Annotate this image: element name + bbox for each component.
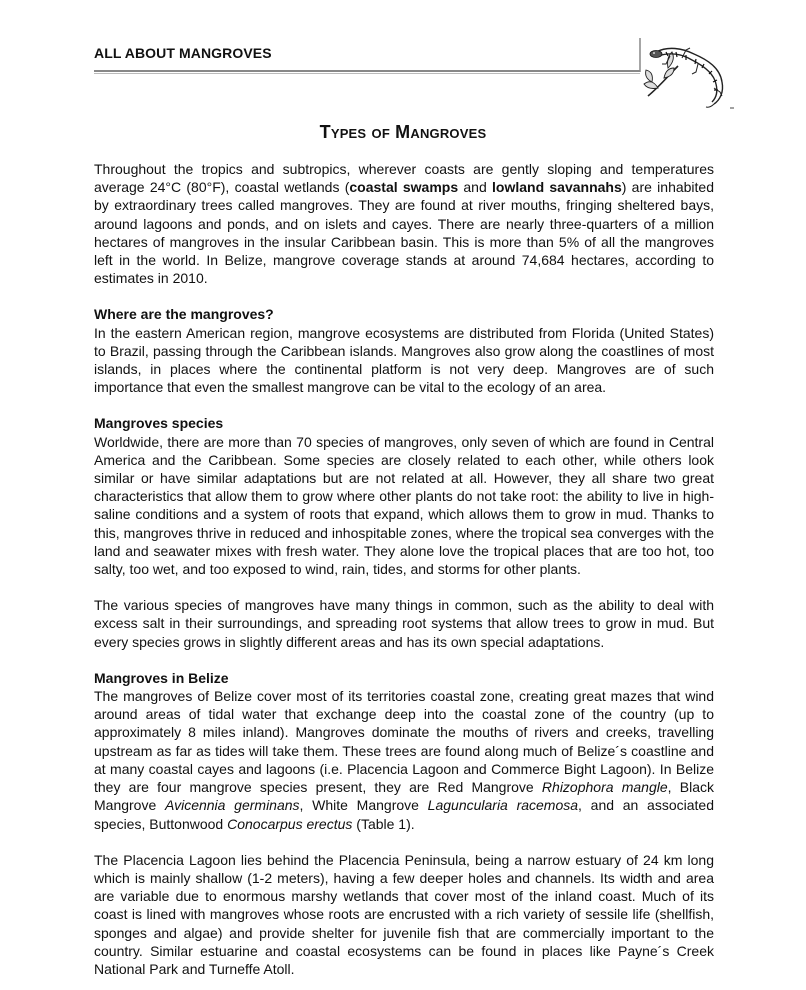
species-name-black: Avicennia germinans (165, 797, 300, 814)
header-divider (94, 70, 640, 72)
main-content (94, 160, 714, 978)
belize-paragraph (94, 687, 714, 833)
header-divider-shadow (94, 73, 640, 74)
belize-text-1: The mangroves of Belize cover most of its territories coastal zone, creating great mazes that wind around areas of tidal water that exchange deep into the coastal zone of the country (up to approximately 8 miles inland). Mangroves dominate the mouths of rivers and creeks, travelling upstream as far as tides will take them. These trees are found along much of Belize´s coastline and at many coastal cayes and lagoons (i.e. Placencia Lagoon and Commerce Bight Lagoon). In Belize they are four mangrove species present, they are Red Mangrove (94, 688, 714, 796)
species-paragraph: Worldwide, there are more than 70 species of mangroves, only seven of which are found in Central America and the Caribbean. Some species are closely related to each other, while others look similar or have similar adaptations but are not related at all. However, they all share two great characteristics that allow them to grow where other plants do not take root: the ability to live in high-saline conditions and a system of roots that expand, which allows them to grow in mud. Thanks to this, mangroves thrive in reduced and inhospitable zones, where the tropical sea converges with the land and seawater mixes with fresh water. They alone love the tropical places that are too hot, too salty, too wet, and too exposed to wind, rain, tides, and storms for other plants. (94, 433, 714, 578)
belize-text-3: , White Mangrove (299, 797, 428, 814)
intro-bold-1: coastal swamps (349, 179, 459, 196)
belize-heading: Mangroves in Belize (94, 669, 229, 686)
belize-text-5: (Table 1). (352, 815, 415, 832)
where-heading: Where are the mangroves? (94, 306, 274, 323)
intro-text-1: Throughout the tropics and subtropics, wherever coasts are gently sloping and temperatures average 24°C (80°F), coastal wetlands ( (94, 161, 714, 196)
intro-bold-2: lowland savannahs (492, 179, 622, 196)
intro-paragraph (94, 160, 714, 287)
species-paragraph-2: The various species of mangroves have many things in common, such as the ability to deal with excess salt in their surroundings, and spreading root systems that allow trees to grow in mud. But every species grows in slightly different areas and has its own special adaptations. (94, 597, 714, 650)
lizard-on-branch-illustration (638, 38, 734, 110)
page-title: Types of Mangroves (319, 122, 487, 142)
placencia-paragraph: The Placencia Lagoon lies behind the Placencia Peninsula, being a narrow estuary of 24 km long which is mainly shallow (1-2 meters), having a few deeper holes and channels. Its width and area are variable due to enormous marshy wetlands that cover most of the inland coast. Much of its coast is lined with mangroves whose roots are encrusted with a rich variety of sessile life (shellfish, sponges and algae) and provide shelter for juvenile fish that are commercially important to the country. Similar estuarine and coastal ecosystems can be found in places like Payne´s Creek National Park and Turneffe Atoll. (94, 851, 714, 977)
intro-text-3: ) are inhabited by extraordinary trees called mangroves. They are found at river mouths, fringing sheltered bays, around lagoons and ponds, and on islets and cayes. There are nearly three-quarters of a million hectares of mangroves in the insular Caribbean basin. This is more than 5% of all the mangroves left in the world. In Belize, mangrove coverage stands at around 74,684 hectares, according to estimates in 2010. (94, 179, 715, 287)
belize-text-4: , and an associated species, Buttonwood (94, 797, 714, 832)
intro-text-2: and (458, 179, 493, 196)
species-heading: Mangroves species (94, 415, 224, 432)
species-name-white: Laguncularia racemosa (427, 797, 579, 814)
belize-text-2: , Black Mangrove (94, 779, 714, 814)
species-name-red: Rhizophora mangle (541, 779, 668, 796)
header-title: ALL ABOUT MANGROVES (94, 45, 272, 61)
where-paragraph: In the eastern American region, mangrove ecosystems are distributed from Florida (United States) to Brazil, passing through the Caribbean islands. Mangroves also grow along the coastlines of most islands, in places where the continental platform is not very deep. Mangroves are of such importance that even the smallest mangrove can be vital to the ecology of an area. (94, 324, 714, 396)
species-name-buttonwood: Conocarpus erectus (227, 815, 353, 832)
